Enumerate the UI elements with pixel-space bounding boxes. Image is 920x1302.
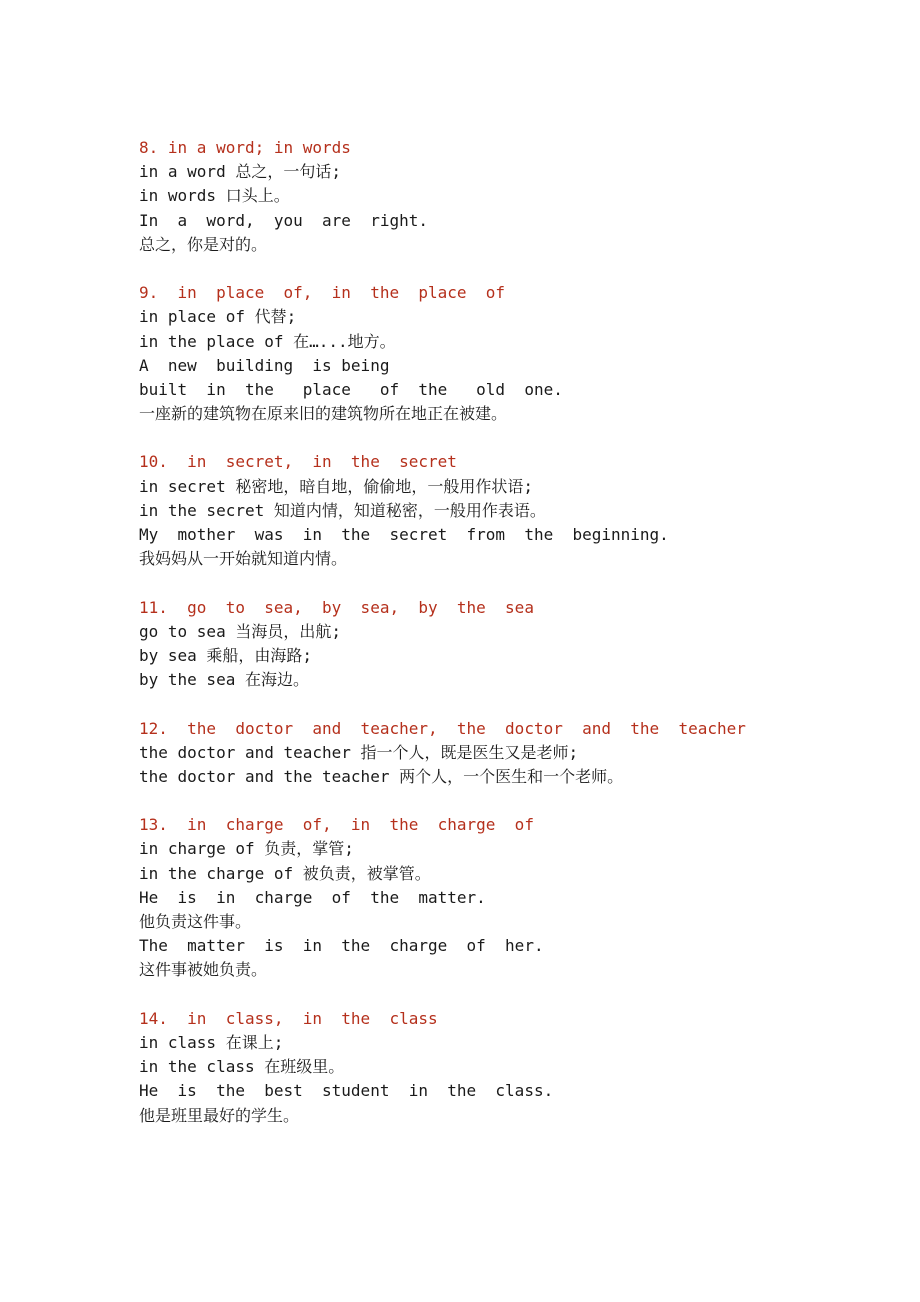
example-sentence: The matter is in the charge of her. (139, 936, 544, 956)
entry-line: in the place of 在…...地方。 (139, 331, 396, 351)
entry-line: by the sea 在海边。 (139, 670, 309, 690)
entry-line: in the secret 知道内情，知道秘密，一般用作表语。 (139, 500, 546, 520)
entry-heading: 9. in place of, in the place of (139, 283, 506, 303)
entry-line: in place of 代替; (139, 307, 297, 327)
entry-line: in charge of 负责，掌管; (139, 839, 354, 859)
example-translation: 这件事被她负责。 (139, 960, 268, 980)
entry-line: in class 在课上; (139, 1032, 284, 1052)
example-sentence: My mother was in the secret from the beginning. (139, 525, 669, 544)
example-sentence: He is the best student in the class. (139, 1081, 554, 1101)
entry-heading: 11. go to sea, by sea, by the sea (139, 597, 534, 617)
entry-line: in a word 总之，一句话; (139, 162, 341, 182)
entry-line: the doctor and the teacher 两个人，一个医生和一个老师。 (139, 766, 624, 786)
entry-9 (139, 281, 839, 426)
document-page (139, 136, 839, 1152)
entry-line: the doctor and teacher 指一个人，既是医生又是老师; (139, 742, 579, 762)
entry-12 (139, 717, 839, 790)
example-sentence: He is in charge of the matter. (139, 887, 486, 907)
entry-heading: 8. in a word; in words (139, 138, 351, 157)
entry-heading: 10. in secret, in the secret (139, 452, 457, 472)
example-sentence: built in the place of the old one. (139, 379, 563, 399)
example-translation: 一座新的建筑物在原来旧的建筑物所在地正在被建。 (139, 404, 508, 424)
example-sentence: In a word, you are right. (139, 210, 428, 230)
entry-heading: 12. the doctor and teacher, the doctor and the teacher (139, 718, 746, 738)
entry-13 (139, 813, 839, 982)
example-translation: 总之，你是对的。 (139, 234, 268, 254)
entry-11 (139, 596, 839, 693)
entry-heading: 14. in class, in the class (139, 1008, 438, 1028)
entry-line: in words 口头上。 (139, 186, 290, 206)
entry-10 (139, 450, 839, 571)
entry-line: in secret 秘密地，暗自地，偷偷地，一般用作状语; (139, 476, 533, 496)
entry-8 (139, 136, 839, 257)
entry-line: go to sea 当海员，出航; (139, 621, 341, 641)
entry-line: by sea 乘船，由海路; (139, 645, 313, 665)
example-translation: 他是班里最好的学生。 (139, 1105, 300, 1125)
entry-line: in the class 在班级里。 (139, 1057, 345, 1077)
example-translation: 我妈妈从一开始就知道内情。 (139, 549, 348, 569)
entry-14 (139, 1007, 839, 1128)
example-translation: 他负责这件事。 (139, 912, 252, 931)
example-sentence: A new building is being (139, 355, 390, 375)
entry-line: in the charge of 被负责，被掌管。 (139, 863, 431, 883)
entry-heading: 13. in charge of, in the charge of (139, 815, 534, 835)
